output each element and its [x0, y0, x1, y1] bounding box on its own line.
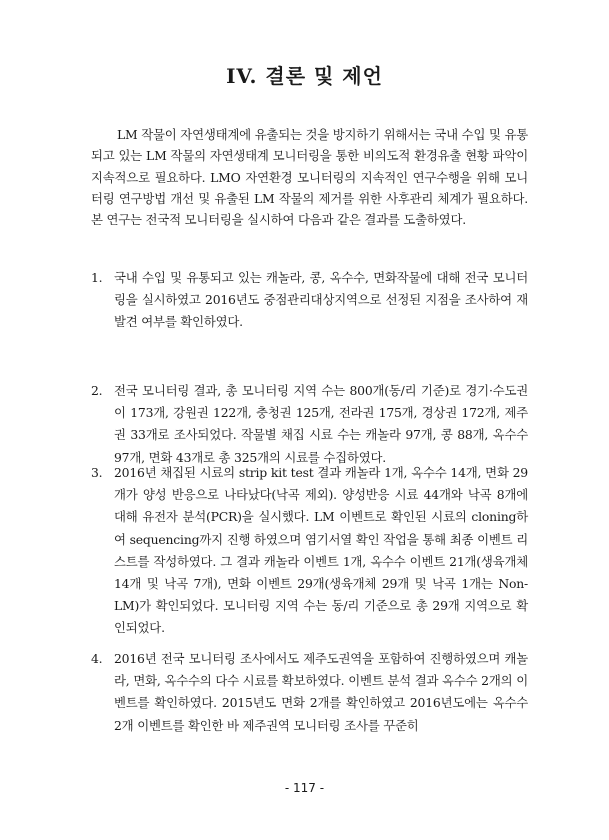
conclusion-item-3	[91, 462, 528, 640]
section-title: IV. 결론 및 제언	[226, 64, 383, 88]
item-number: 2.	[91, 383, 103, 398]
intro-paragraph: LM 작물이 자연생태계에 유출되는 것을 방지하기 위해서는 국내 수입 및 유통되고 있는 LM 작물의 자연생태계 모니터링을 통한 비의도적 환경유출 현황 파악이 지속적으로 필요하다. LMO 자연환경 모니터링의 지속적인 연구수행을 위해 모니터링 연구방법 개선 및 유출된 LM 작물의 제거를 위한 사후관리 체계가 필요하다. 본 연구는 전국적 모니터링을 실시하여 다음과 같은 결과를 도출하였다.	[91, 127, 528, 228]
item-text: 국내 수입 및 유통되고 있는 캐놀라, 콩, 옥수수, 면화작물에 대해 전국 모니터링을 실시하였고 2016년도 중점관리대상지역으로 선정된 지점을 조사하여 재발견 여부를 확인하였다.	[114, 270, 528, 330]
page-number: - 117 -	[284, 781, 325, 795]
item-text: 2016년 채집된 시료의 strip kit test 결과 캐놀라 1개, 옥수수 14개, 면화 29개가 양성 반응으로 나타났다(낙곡 제외). 양성반응 시료 44개와 낙곡 8개에 대해 유전자 분석(PCR)을 실시했다. LM 이벤트로 확인된 시료의 cloning하여 sequencing까지 진행 하였으며 염기서열 확인 작업을 통해 최종 이벤트 리스트를 작성하였다. 그 결과 캐놀라 이벤트 1개, 옥수수 이벤트 21개(생육개체 14개 및 낙곡 7개), 면화 이벤트 29개(생육개체 29개 및 낙곡 1개는 Non-LM)가 확인되었다. 모니터링 지역 수는 동/리 기준으로 총 29개 지역으로 확인되었다.	[114, 465, 528, 636]
conclusion-item-4	[91, 648, 528, 737]
conclusion-item-2	[91, 380, 528, 469]
conclusion-item-1	[91, 267, 528, 334]
item-number: 4.	[91, 651, 103, 666]
item-text: 전국 모니터링 결과, 총 모니터링 지역 수는 800개(동/리 기준)로 경기·수도권이 173개, 강원권 122개, 충청권 125개, 전라권 175개, 경상권 172개, 제주권 33개로 조사되었다. 작물별 채집 시료 수는 캐놀라 97개, 콩 88개, 옥수수 97개, 면화 43개로 총 325개의 시료를 수집하였다.	[114, 383, 528, 465]
item-text: 2016년 전국 모니터링 조사에서도 제주도권역을 포함하여 진행하였으며 캐놀라, 면화, 옥수수의 다수 시료를 확보하였다. 이벤트 분석 결과 옥수수 2개의 이벤트를 확인하였다. 2015년도 면화 2개를 확인하였고 2016년도에는 옥수수 2개 이벤트를 확인한 바 제주권역 모니터링 조사를 꾸준히	[114, 651, 528, 733]
item-number: 1.	[91, 270, 103, 285]
item-number: 3.	[91, 465, 103, 480]
